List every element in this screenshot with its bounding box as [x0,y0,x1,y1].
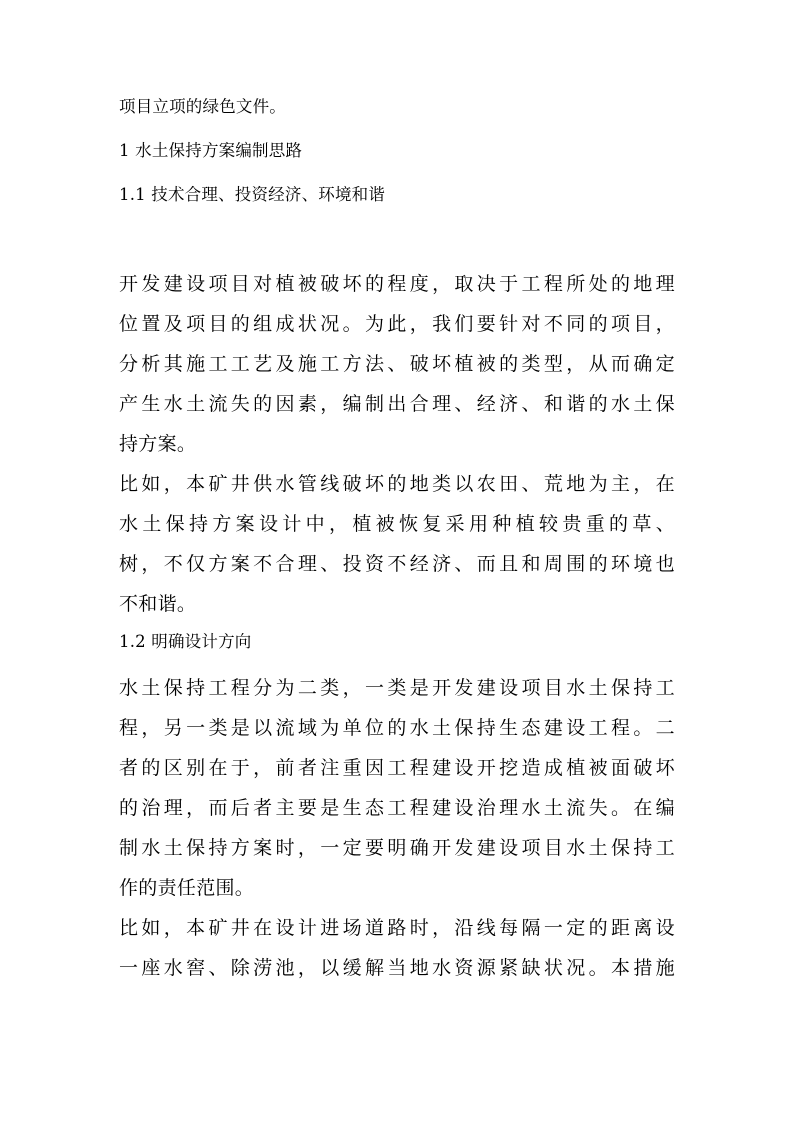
text-line: 比如，本矿井供水管线破坏的地类以农田、荒地为主，在 [119,473,675,495]
text-line: 开发建设项目对植被破坏的程度，取决于工程所处的地理 [119,273,675,295]
document-body [119,94,675,993]
text-line: 分析其施工工艺及施工方法、破坏植被的类型，从而确定 [119,353,675,375]
subsection-heading: 1.1 技术合理、投资经济、环境和谐 [119,185,386,204]
text-line: 不和谐。 [119,593,197,615]
text-line: 制水土保持方案时，一定要明确开发建设项目水土保持工 [119,837,675,859]
text-line: 程，另一类是以流域为单位的水土保持生态建设工程。二 [119,717,675,739]
text-line: 位置及项目的组成状况。为此，我们要针对不同的项目， [119,313,675,335]
text-line: 的治理，而后者主要是生态工程建设治理水土流失。在编 [119,797,675,819]
text-line: 树，不仅方案不合理、投资不经济、而且和周围的环境也 [119,553,675,575]
text-line: 持方案。 [119,433,197,455]
text-line: 一座水窖、除涝池，以缓解当地水资源紧缺状况。本措施 [119,957,675,979]
blank-line [119,226,675,269]
text-line: 水土保持工程分为二类，一类是开发建设项目水土保持工 [119,677,675,699]
section-heading: 1 水土保持方案编制思路 [119,141,303,160]
text-line: 者的区别在于，前者注重因工程建设开挖造成植被面破坏 [119,757,675,779]
text-line: 产生水土流失的因素，编制出合理、经济、和谐的水土保 [119,393,675,415]
text-line: 作的责任范围。 [119,877,255,899]
subsection-heading: 1.2 明确设计方向 [119,632,252,651]
text-line: 比如，本矿井在设计进场道路时，沿线每隔一定的距离设 [119,917,675,939]
text-line: 水土保持方案设计中，植被恢复采用种植较贵重的草、 [119,513,675,535]
text-line: 项目立项的绿色文件。 [119,97,286,116]
